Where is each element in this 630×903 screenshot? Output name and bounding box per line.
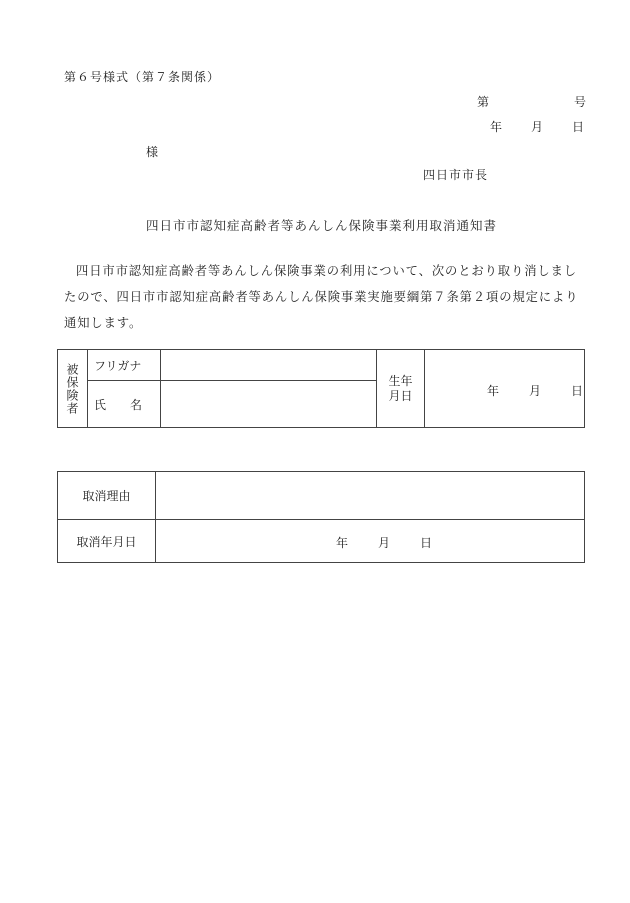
furigana-input[interactable] (161, 350, 377, 381)
document-number-prefix: 第 (477, 95, 490, 109)
cancel-reason-label: 取消理由 (82, 489, 131, 503)
insured-person-table (57, 349, 585, 428)
cancel-date-label-cell (58, 520, 156, 563)
reason-label-cell (58, 472, 156, 520)
issuer-name: 四日市市長 (423, 168, 489, 182)
insured-section-label: 被保険者 (65, 362, 79, 415)
furigana-label: フリガナ (94, 358, 142, 373)
furigana-label-cell (88, 350, 161, 381)
form-number-label: 第６号様式（第７条関係） (64, 70, 221, 84)
addressee-suffix: 様 (146, 145, 159, 159)
issue-date-year: 年 (490, 120, 503, 134)
birth-month-label: 月 (529, 384, 542, 398)
name-input[interactable] (161, 381, 377, 428)
issue-date-month: 月 (531, 120, 544, 134)
cancel-day-label: 日 (420, 536, 433, 550)
birthdate-label-cell (377, 350, 425, 428)
birthdate-label-line2: 月日 (388, 388, 413, 403)
name-label: 氏 名 (94, 397, 143, 412)
cancel-year-label: 年 (336, 536, 349, 550)
birth-day-label: 日 (571, 384, 584, 398)
document-number-suffix: 号 (574, 95, 587, 109)
birthdate-input[interactable] (425, 350, 585, 428)
issue-date-day: 日 (572, 120, 585, 134)
cancel-date-input[interactable] (156, 520, 585, 563)
cancel-date-label: 取消年月日 (76, 534, 137, 549)
cancellation-table (57, 471, 585, 563)
birth-year-label: 年 (487, 384, 500, 398)
body-paragraph: 四日市市認知症高齢者等あんしん保険事業の利用について、次のとおり取り消しましたので、四日市市認知症高齢者等あんしん保険事業実施要綱第７条第２項の規定により通知します。 (64, 264, 579, 330)
cancel-reason-input[interactable] (156, 472, 585, 520)
document-title: 四日市市認知症高齢者等あんしん保険事業利用取消通知書 (146, 218, 498, 233)
birthdate-label-line1: 生年 (388, 373, 413, 388)
insured-section-cell (58, 350, 88, 428)
name-label-cell (88, 381, 161, 428)
cancel-month-label: 月 (378, 536, 391, 550)
